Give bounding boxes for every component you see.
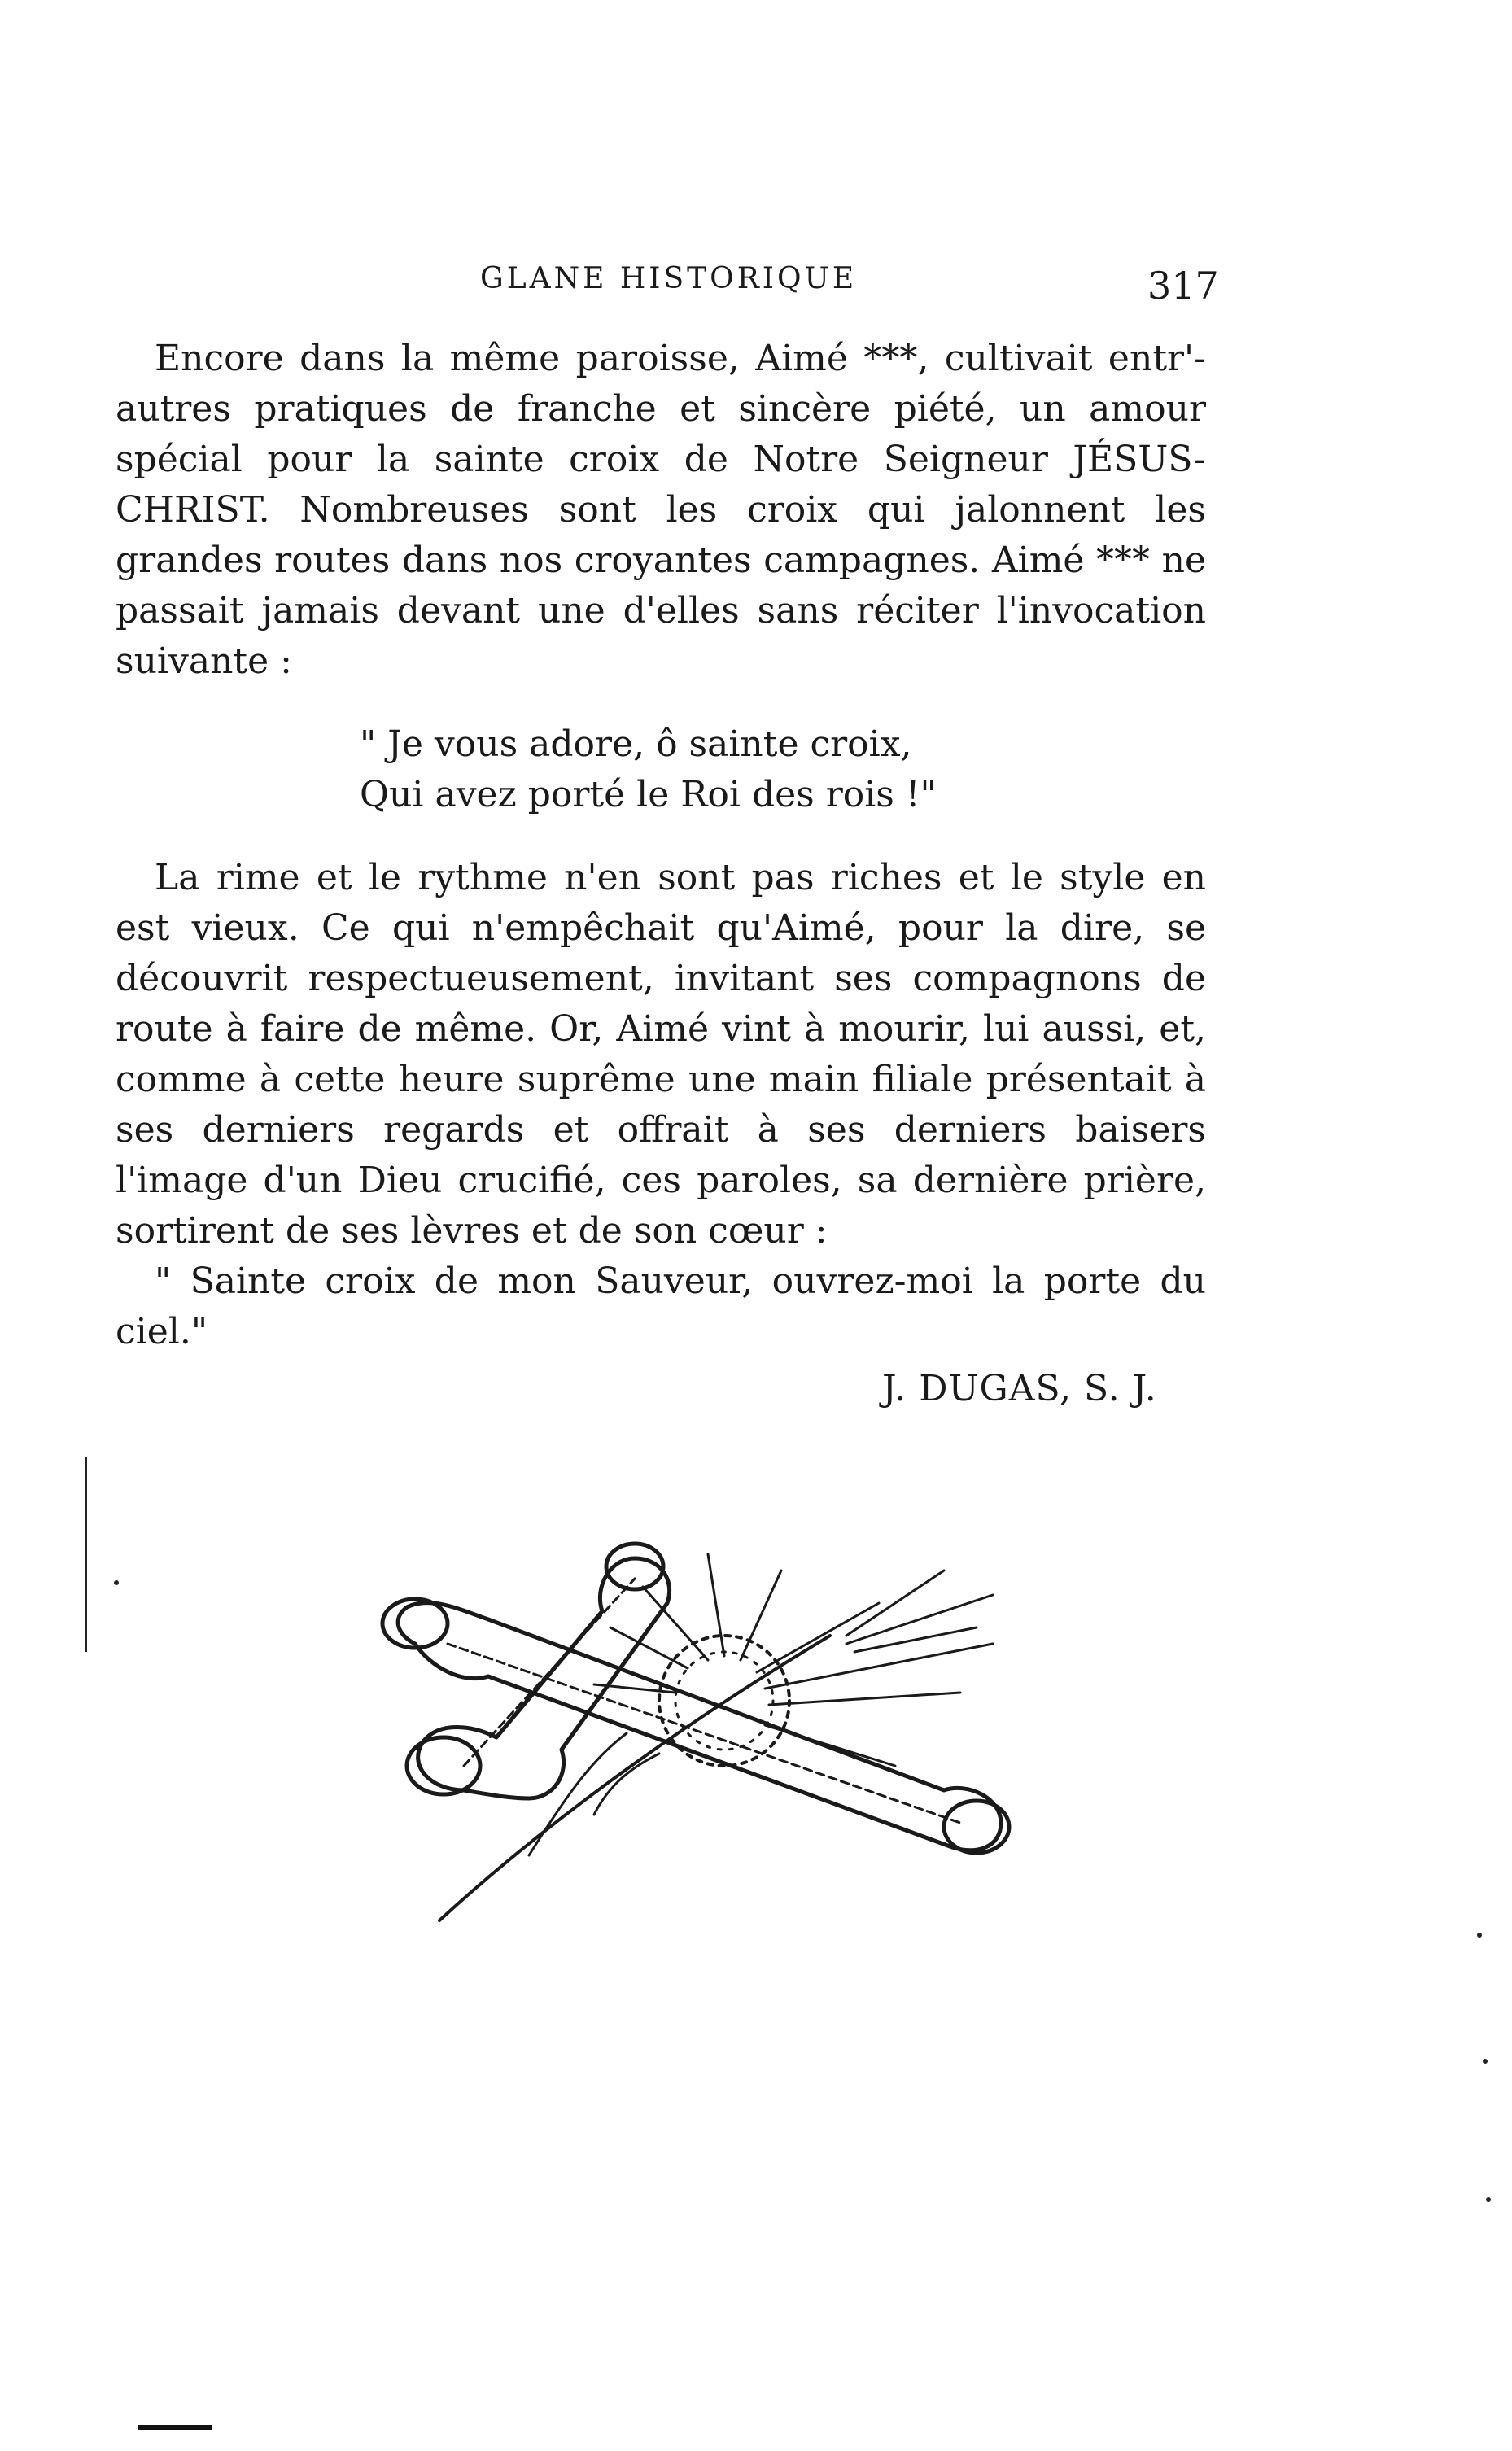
page-header: [0, 262, 1512, 311]
body-text: [116, 334, 1206, 1414]
verse-line-2: Qui avez porté le Roi des rois !": [360, 774, 937, 815]
running-title: GLANE HISTORIQUE: [480, 262, 858, 295]
verse-quote: [360, 719, 1206, 820]
margin-dot: [1486, 2197, 1491, 2202]
printer-mark: [138, 2425, 212, 2430]
margin-dot: [114, 1580, 119, 1585]
paragraph-1: Encore dans la même paroisse, Aimé ***, cultivait entr'-autres pratiques de franche et sincère piété, un amour spécial pour la sainte croix de Notre Seigneur JÉSUS-CHRIST. Nombreuses sont les croix qui jalonnent les grandes routes dans nos croyantes campagnes. Aimé *** ne passait jamais devant une d'elles sans réciter l'invocation suivante :: [116, 338, 1206, 682]
margin-mark: [85, 1457, 87, 1652]
margin-dot: [1483, 2059, 1488, 2064]
paragraph-2: La rime et le rythme n'en sont pas riches et le style en est vieux. Ce qui n'empêchait qu'Aimé, pour la dire, se découvrit respectueusement, invitant ses compagnons de route à faire de même. Or, Aimé vint à mourir, lui aussi, et, comme à cette heure suprême une main filiale présentait à ses derniers regards et offrait à ses derniers baisers l'image d'un Dieu crucifié, ces paroles, sa dernière prière, sortirent de ses lèvres et de son cœur :: [116, 857, 1206, 1252]
paragraph-3: " Sainte croix de mon Sauveur, ouvrez-moi la porte du ciel.": [116, 1260, 1206, 1352]
margin-dot: [1477, 1933, 1482, 1938]
cross-ornament-icon: [326, 1522, 1090, 1945]
verse-line-1: " Je vous adore, ô sainte croix,: [360, 723, 912, 765]
signature: J. DUGAS, S. J.: [882, 1368, 1157, 1409]
page-number: 317: [1147, 264, 1219, 308]
